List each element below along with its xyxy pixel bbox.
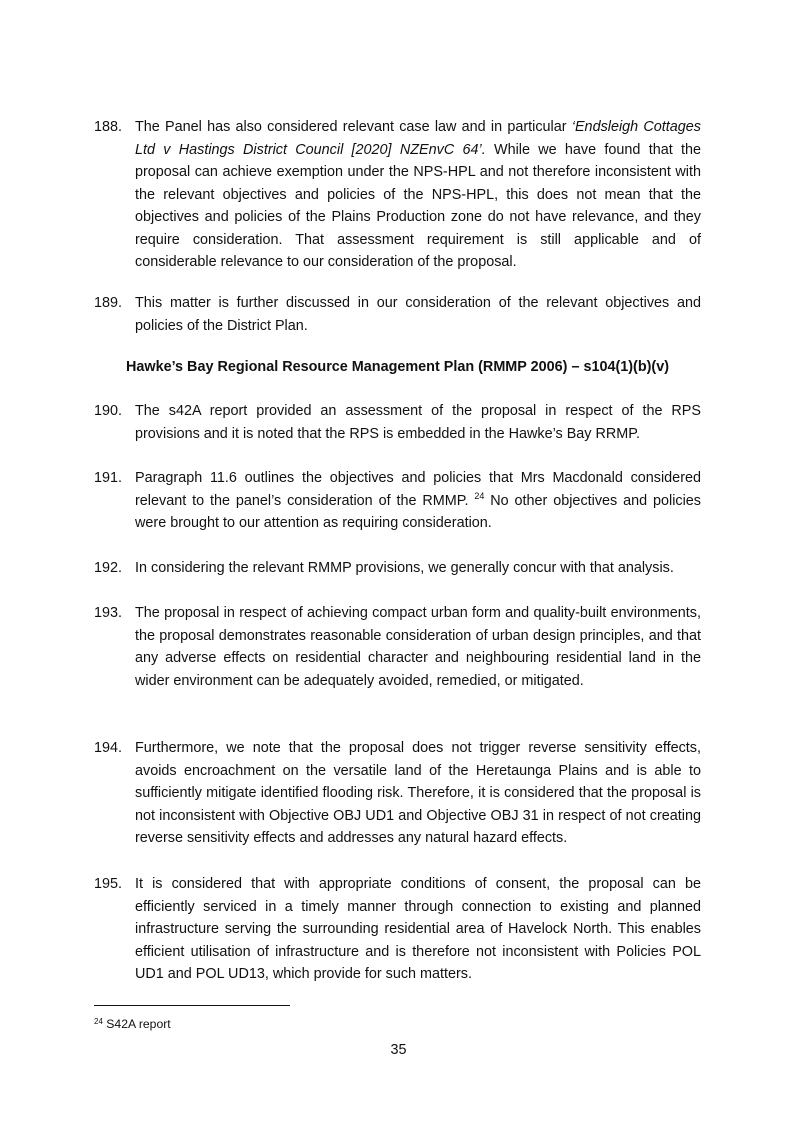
paragraph-number: 194. bbox=[94, 740, 123, 756]
paragraph-text: This matter is further discussed in our consideration of the relevant objectives and policies of the District Plan. bbox=[135, 295, 701, 334]
paragraph-193 bbox=[94, 602, 701, 692]
paragraph-text: The Panel has also considered relevant case law and in particular ‘Endsleigh Cottages Ltd v Hastings District Council [2020] NZEnvC 64’. While we have found that the proposal can achieve exemption under the NPS-HPL and not therefore inconsistent with the relevant objectives and policies of the NPS-HPL, this does not mean that the objectives and policies of the Plains Production zone do not have relevance, and they require consideration. That assessment requirement is still applicable and of considerable relevance to our consideration of the proposal. bbox=[135, 119, 701, 270]
case-citation: ‘Endsleigh Cottages Ltd v Hastings District Council [2020] NZEnvC 64’. bbox=[135, 119, 701, 158]
paragraph-number: 189. bbox=[94, 295, 123, 311]
paragraph-192 bbox=[94, 557, 701, 580]
paragraph-text: The s42A report provided an assessment of the proposal in respect of the RPS provisions and it is noted that the RPS is embedded in the Hawke’s Bay RRMP. bbox=[135, 403, 701, 442]
paragraph-text: It is considered that with appropriate conditions of consent, the proposal can be efficiently serviced in a timely manner through connection to existing and planned infrastructure serving the surrounding residential area of Havelock North. This enables efficient utilisation of infrastructure and is therefore not inconsistent with Policies POL UD1 and POL UD13, which provide for such matters. bbox=[135, 876, 701, 982]
paragraph-number: 190. bbox=[94, 403, 123, 419]
paragraph-text: In considering the relevant RMMP provisions, we generally concur with that analysis. bbox=[135, 560, 674, 576]
paragraph-number: 188. bbox=[94, 119, 123, 135]
paragraph-text: Furthermore, we note that the proposal does not trigger reverse sensitivity effects, avoids encroachment on the versatile land of the Heretaunga Plains and is able to sufficiently mitigate identified flooding risk. Therefore, it is considered that the proposal is not inconsistent with Objective OBJ UD1 and Objective OBJ 31 in respect of not creating reverse sensitivity effects and addresses any natural hazard effects. bbox=[135, 740, 701, 846]
footnote-separator bbox=[94, 1005, 290, 1006]
paragraph-number: 191. bbox=[94, 470, 123, 486]
paragraph-number: 193. bbox=[94, 605, 123, 621]
section-heading: Hawke’s Bay Regional Resource Management Plan (RMMP 2006) – s104(1)(b)(v) bbox=[125, 359, 670, 375]
paragraph-text: Paragraph 11.6 outlines the objectives and policies that Mrs Macdonald considered relevant to the panel’s consideration of the RMMP. $^{24}$ No other objectives and policies were brought to our attention as requiring consideration. bbox=[135, 470, 701, 531]
paragraph-194 bbox=[94, 737, 701, 850]
paragraph-number: 192. bbox=[94, 560, 123, 576]
paragraph-191 bbox=[94, 467, 701, 535]
paragraph-195 bbox=[94, 873, 701, 986]
footnote-number: 24 bbox=[94, 1017, 103, 1026]
paragraph-189 bbox=[94, 292, 701, 337]
footnote-text: S42A report bbox=[106, 1017, 171, 1031]
paragraph-188 bbox=[94, 116, 701, 274]
footnote bbox=[94, 1013, 171, 1033]
paragraph-number: 195. bbox=[94, 876, 123, 892]
page-number: 35 bbox=[390, 1042, 407, 1058]
footnote-reference[interactable]: 24 bbox=[474, 490, 485, 501]
paragraph-text: The proposal in respect of achieving compact urban form and quality-built environments, the proposal demonstrates reasonable consideration of urban design principles, and that any adverse effects on residential character and neighbouring residential land in the wider environment can be adequately avoided, remedied, or mitigated. bbox=[135, 605, 701, 689]
paragraph-190 bbox=[94, 400, 701, 445]
